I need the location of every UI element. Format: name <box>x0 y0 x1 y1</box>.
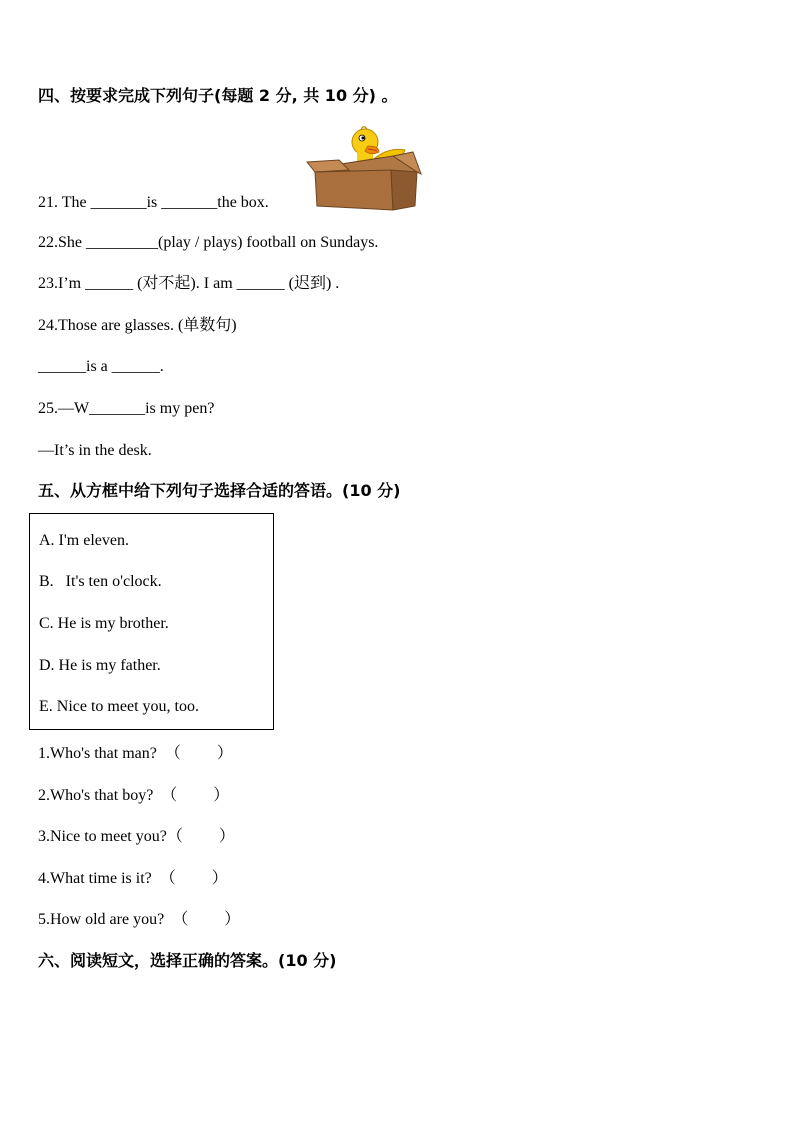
match-question-2: 2.Who's that boy? （ ） <box>38 787 230 804</box>
question-22: 22.She _________(play / plays) football on Sundays. <box>38 234 379 251</box>
question-24: 24.Those are glasses. (单数句) <box>38 317 237 334</box>
match-question-1: 1.Who's that man? （ ） <box>38 745 233 762</box>
match-question-4: 4.What time is it? （ ） <box>38 870 228 887</box>
answer-choices-box <box>29 513 274 730</box>
choice-b: B. It's ten o'clock. <box>39 573 162 590</box>
question-24-answer-line: ______is a ______. <box>38 358 164 375</box>
question-21: 21. The _______is _______the box. <box>38 194 269 211</box>
choice-a: A. I'm eleven. <box>39 532 129 549</box>
section-5-heading: 五、从方框中给下列句子选择合适的答语。(10 分) <box>38 481 401 500</box>
choice-d: D. He is my father. <box>39 657 161 674</box>
section-4-heading: 四、按要求完成下列句子(每题 2 分, 共 10 分) 。 <box>38 86 398 105</box>
choice-c: C. He is my brother. <box>39 615 169 632</box>
section-6-heading: 六、阅读短文，选择正确的答案。(10 分) <box>38 951 337 970</box>
choice-e: E. Nice to meet you, too. <box>39 698 199 715</box>
match-question-3: 3.Nice to meet you?（ ） <box>38 828 235 845</box>
duck-in-box-image <box>305 124 423 212</box>
question-25: 25.—W_______is my pen? <box>38 400 215 417</box>
match-question-5: 5.How old are you? （ ） <box>38 911 241 928</box>
question-23: 23.I’m ______ (对不起). I am ______ (迟到) . <box>38 275 340 292</box>
question-25-answer: —It’s in the desk. <box>38 442 152 459</box>
